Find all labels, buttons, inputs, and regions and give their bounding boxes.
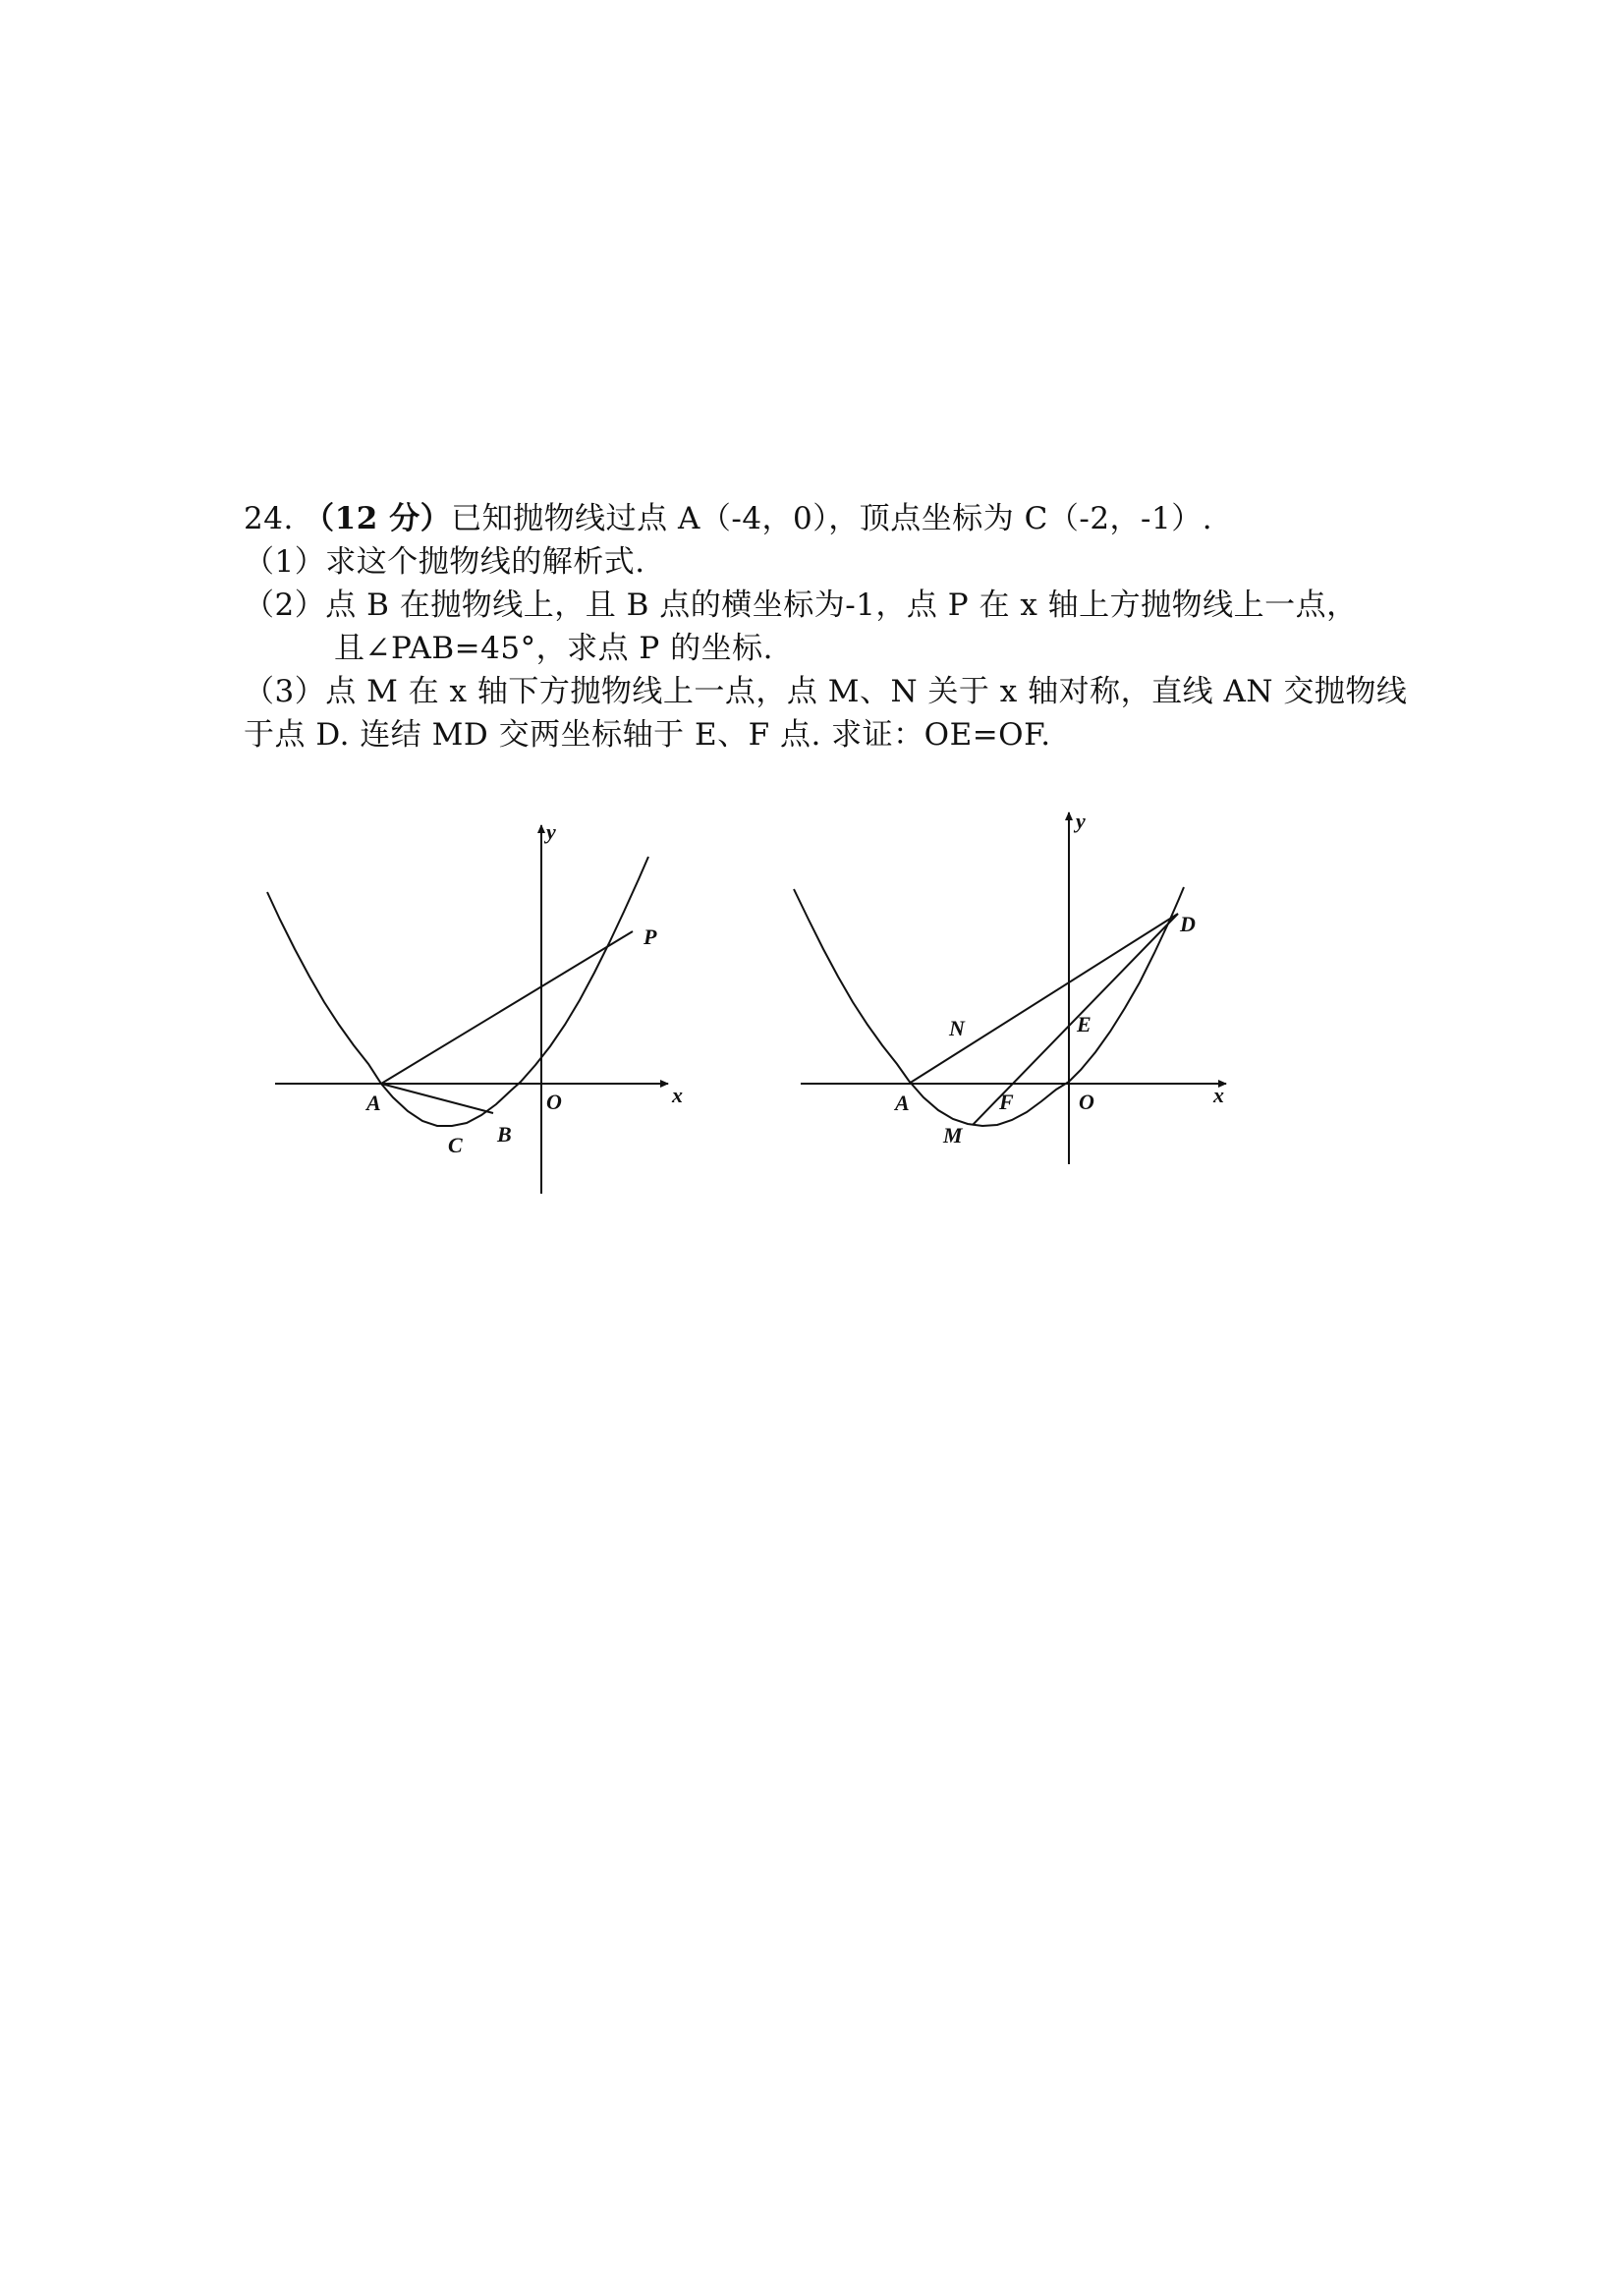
fig2-label-A: A	[895, 1091, 910, 1115]
fig1-label-x: x	[672, 1083, 683, 1107]
part3-text-line1: （3）点 M 在 x 轴下方抛物线上一点，点 M、N 关于 x 轴对称，直线 AN 交抛物线	[244, 674, 1408, 709]
part2-text-line2: 且∠PAB=45°，求点 P 的坐标.	[334, 631, 773, 666]
fig1-label-O: O	[546, 1090, 562, 1114]
fig2-label-O: O	[1079, 1090, 1094, 1114]
fig1-label-B: B	[497, 1122, 512, 1147]
fig2-label-F: F	[999, 1090, 1014, 1114]
part3-text-line2: 于点 D. 连结 MD 交两坐标轴于 E、F 点. 求证：OE=OF.	[244, 717, 1051, 753]
fig2-label-N: N	[949, 1016, 965, 1040]
fig1-label-A: A	[366, 1091, 381, 1115]
problem-score: （12 分）	[304, 501, 452, 536]
fig2-label-y: y	[1076, 809, 1086, 833]
problem-number: 24.	[244, 501, 294, 536]
fig2-line-AD	[909, 914, 1178, 1084]
problem-statement: 已知抛物线过点 A（-4，0），顶点坐标为 C（-2，-1）.	[451, 501, 1213, 536]
part2-text-line1: （2）点 B 在抛物线上，且 B 点的横坐标为-1，点 P 在 x 轴上方抛物线上一点，	[244, 588, 1358, 623]
fig1-label-y: y	[546, 819, 556, 844]
fig2-label-D: D	[1180, 912, 1196, 936]
part1-text: （1）求这个抛物线的解析式.	[244, 544, 645, 580]
fig2-parabola-curve	[794, 887, 1184, 1126]
fig2-label-x: x	[1213, 1083, 1224, 1107]
fig1-label-P: P	[644, 924, 657, 949]
fig2-label-M: M	[943, 1123, 963, 1148]
fig2-label-E: E	[1077, 1012, 1091, 1036]
fig1-label-C: C	[448, 1133, 463, 1157]
